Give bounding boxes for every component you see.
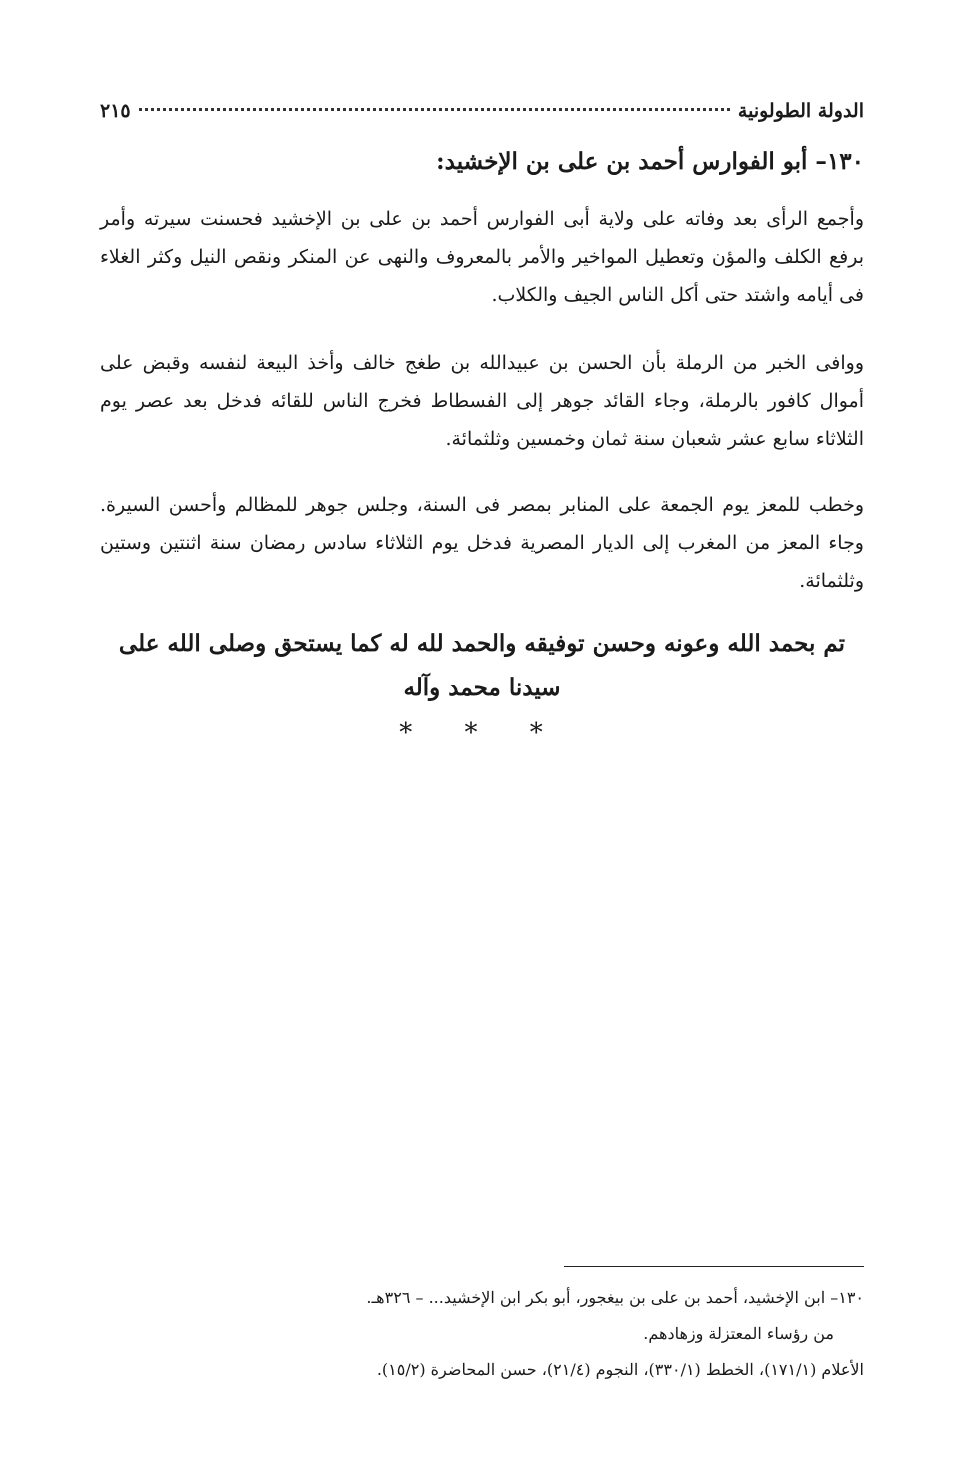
footnote-line-3: الأعلام (١٧١/١)، الخطط (٣٣٠/١)، النجوم (٢١/٤)، حسن المحاضرة (١٥/٢). (376, 1360, 864, 1379)
leader-dots (139, 108, 730, 111)
footnote-line-2: من رؤساء المعتزلة وزهادهم. (643, 1324, 834, 1343)
book-page (100, 92, 864, 1392)
running-head-title: الدولة الطولونية (737, 100, 864, 122)
closing-statement (100, 622, 864, 710)
footnotes (100, 1280, 864, 1388)
running-head (100, 100, 864, 134)
footnote-line-1: ١٣٠– ابن الإخشيد، أحمد بن على بن بيغجور، أبو بكر ابن الإخشيد... – ٣٢٦هـ. (366, 1288, 864, 1307)
page-number: ٢١٥ (100, 100, 131, 122)
section-heading: ١٣٠– أبو الفوارس أحمد بن على بن الإخشيد: (436, 148, 864, 175)
footnote-separator (564, 1266, 864, 1267)
paragraph-1: وأجمع الرأى بعد وفاته على ولاية أبى الفوارس أحمد بن على بن الإخشيد فحسنت سيرته وأمر برفع الكلف والمؤن وتعطيل المواخير والأمر بالمعروف والنهى عن المنكر ونقص النيل وكثر الغلاء فى أيامه واشتد حتى أكل الناس الجيف والكلاب. (100, 208, 864, 306)
paragraph-3: وخطب للمعز يوم الجمعة على المنابر بمصر فى السنة، وجلس جوهر للمظالم وأحسن السيرة. وجاء المعز من المغرب إلى الديار المصرية فدخل يوم الثلاثاء سادس رمضان سنة اثنتين وستين وثلثمائة. (100, 494, 864, 592)
closing-line-2: سيدنا محمد وآله (403, 674, 561, 701)
paragraph-2: ووافى الخبر من الرملة بأن الحسن بن عبيدالله بن طغج خالف وأخذ البيعة لنفسه وقبض على أموال كافور بالرملة، وجاء القائد جوهر إلى الفسطاط فخرج الناس للقائه فدخل بعد عصر يوم الثلاثاء سابع عشر شعبان سنة ثمان وخمسين وثلثمائة. (100, 352, 864, 450)
section-end-ornament: * * * (399, 718, 565, 748)
closing-line-1: تم بحمد الله وعونه وحسن توفيقه والحمد لله له كما يستحق وصلى الله على (118, 630, 846, 657)
